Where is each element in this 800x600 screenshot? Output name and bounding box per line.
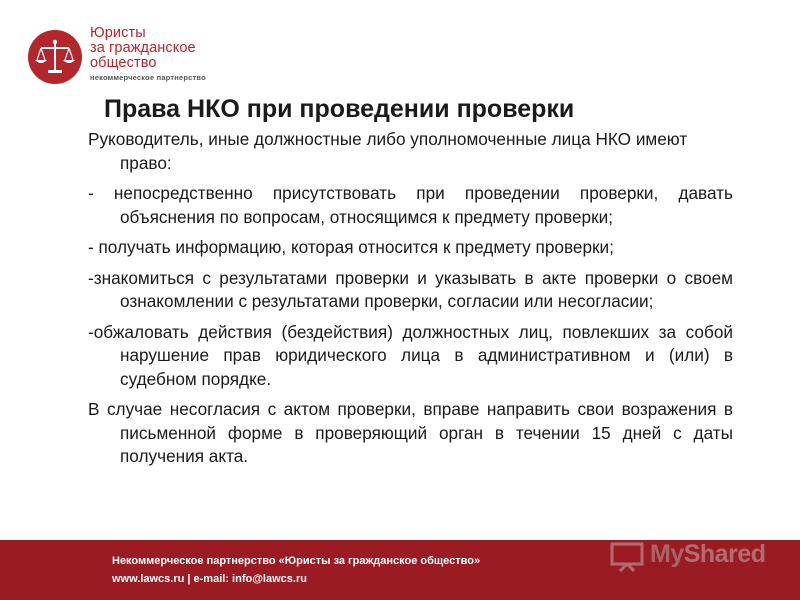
paragraph-disagreement: В случае несогласия с актом проверки, вправе направить свои возражения в письменной форме в проверяющий орган в течении 15 дней с даты получения акта.: [88, 399, 733, 466]
organization-logo: [28, 26, 258, 90]
slide-body: [88, 128, 733, 476]
presentation-icon: [610, 542, 644, 572]
paragraph-intro: Руководитель, иные должностные либо уполномоченные лица НКО имеют право:: [88, 129, 688, 173]
logo-line-2: за гражданское: [90, 40, 196, 56]
scales-icon: [28, 30, 82, 84]
paragraph-right-results: -знакомиться с результатами проверки и указывать в акте проверки о своем ознакомлении с результатами проверки, согласии или несогласии;: [88, 267, 733, 311]
paragraph-right-attend: - непосредственно присутствовать при проведении проверки, давать объяснения по вопросам, относящимся к предмету проверки;: [88, 183, 733, 227]
logo-subtitle: некоммерческое партнерство: [90, 73, 206, 82]
footer-organization: Некоммерческое партнерство «Юристы за гражданское общество»: [112, 555, 481, 567]
paragraph-right-appeal: -обжаловать действия (бездействия) должностных лиц, повлекших за собой нарушение прав юридического лица в административном и (или) в судебном порядке.: [88, 321, 733, 389]
watermark-text-b: Shared: [683, 540, 766, 568]
watermark-text: [650, 540, 766, 569]
slide-title: Права НКО при проведении проверки: [104, 95, 575, 123]
footer-contacts: www.lawcs.ru | e-mail: info@lawcs.ru: [112, 573, 307, 585]
logo-line-3: общество: [90, 55, 157, 71]
logo-wordmark: [90, 26, 206, 82]
watermark: [610, 538, 780, 574]
paragraph-right-information: - получать информацию, которая относится к предмету проверки;: [88, 237, 614, 257]
logo-line-1: Юристы: [90, 25, 146, 41]
logo-emblem: [28, 30, 82, 84]
watermark-text-a: My: [650, 540, 684, 568]
